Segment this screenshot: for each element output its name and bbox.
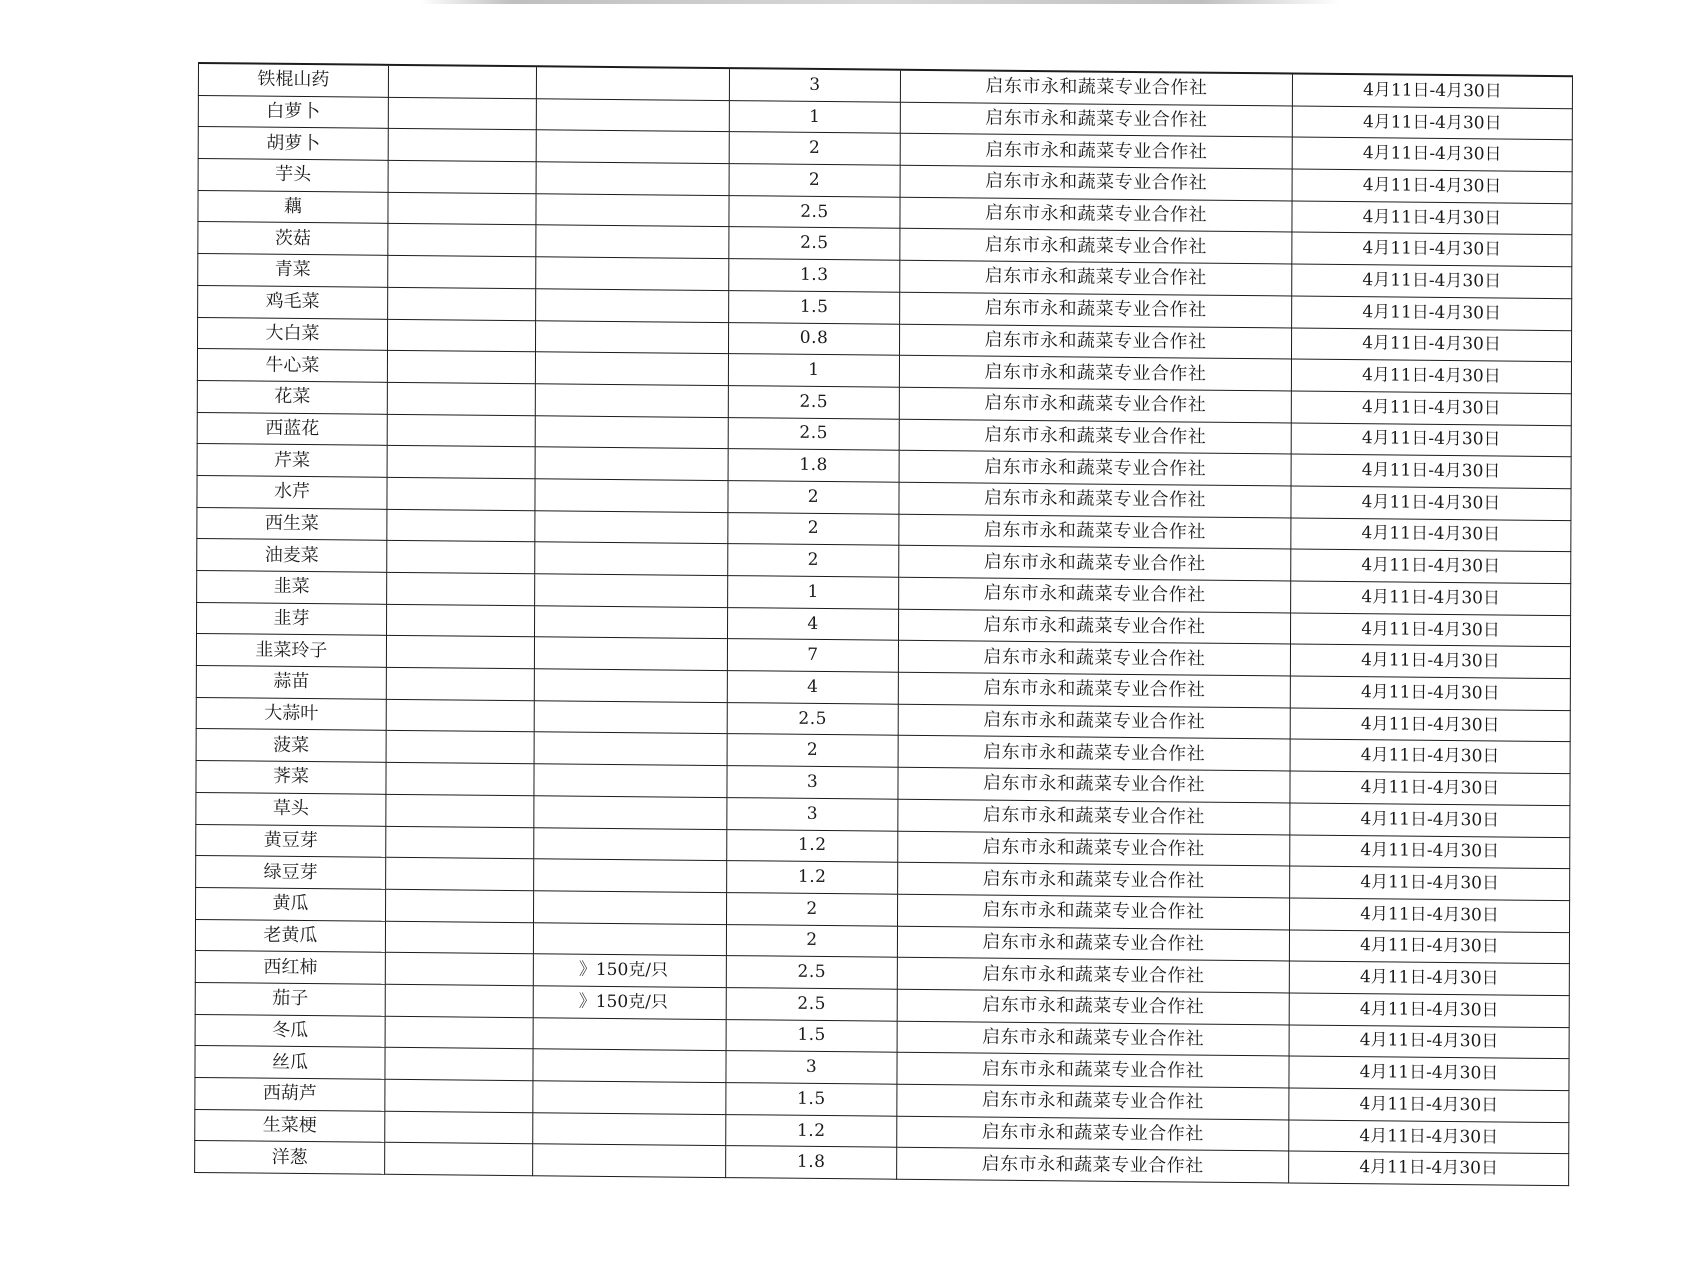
cell-price: 2 xyxy=(728,512,899,545)
cell-period: 4月11日-4月30日 xyxy=(1292,169,1572,203)
table-body xyxy=(195,63,1573,1186)
cell-price: 2 xyxy=(729,164,900,197)
cell-item-name: 绿豆芽 xyxy=(196,856,386,890)
cell-period: 4月11日-4月30日 xyxy=(1291,518,1571,552)
cell-period: 4月11日-4月30日 xyxy=(1292,296,1572,330)
cell-supplier: 启东市永和蔬菜专业合作社 xyxy=(897,1116,1289,1151)
cell-item-name: 油麦菜 xyxy=(197,539,387,573)
cell-period: 4月11日-4月30日 xyxy=(1290,771,1570,805)
cell-price: 1.2 xyxy=(727,829,898,862)
cell-spec xyxy=(536,289,729,323)
cell-item-name: 荠菜 xyxy=(196,761,386,795)
cell-empty xyxy=(386,762,534,795)
cell-supplier: 启东市永和蔬菜专业合作社 xyxy=(898,609,1290,644)
cell-item-name: 芹菜 xyxy=(197,444,387,478)
cell-item-name: 藕 xyxy=(198,190,388,224)
cell-price: 3 xyxy=(727,797,898,830)
cell-price: 2.5 xyxy=(728,417,899,450)
cell-empty xyxy=(386,889,534,922)
cell-empty xyxy=(385,1079,533,1112)
cell-spec xyxy=(535,542,728,576)
cell-empty xyxy=(385,953,533,986)
cell-item-name: 韭芽 xyxy=(197,602,387,636)
cell-item-name: 水芹 xyxy=(197,475,387,509)
cell-price: 3 xyxy=(726,1051,897,1084)
cell-period: 4月11日-4月30日 xyxy=(1291,327,1571,361)
cell-spec xyxy=(536,98,729,132)
cell-supplier: 启东市永和蔬菜专业合作社 xyxy=(898,641,1290,676)
cell-empty xyxy=(386,826,534,859)
cell-price: 2.5 xyxy=(727,702,898,735)
cell-item-name: 白萝卜 xyxy=(198,95,388,129)
cell-spec xyxy=(536,257,729,291)
cell-empty xyxy=(387,572,535,605)
cell-empty xyxy=(388,97,536,130)
cell-supplier: 启东市永和蔬菜专业合作社 xyxy=(897,957,1289,992)
cell-item-name: 青菜 xyxy=(198,254,388,288)
cell-spec xyxy=(534,700,727,734)
cell-item-name: 芋头 xyxy=(198,159,388,193)
cell-spec xyxy=(533,1112,726,1146)
cell-price: 1.8 xyxy=(726,1146,897,1179)
cell-supplier: 启东市永和蔬菜专业合作社 xyxy=(897,1021,1289,1056)
cell-period: 4月11日-4月30日 xyxy=(1292,74,1572,109)
cell-spec xyxy=(535,352,728,386)
cell-period: 4月11日-4月30日 xyxy=(1292,201,1572,235)
cell-period: 4月11日-4月30日 xyxy=(1289,930,1569,964)
cell-period: 4月11日-4月30日 xyxy=(1292,264,1572,298)
cell-empty xyxy=(387,414,535,447)
cell-supplier: 启东市永和蔬菜专业合作社 xyxy=(898,672,1290,707)
cell-period: 4月11日-4月30日 xyxy=(1291,359,1571,393)
cell-period: 4月11日-4月30日 xyxy=(1291,391,1571,425)
cell-item-name: 西蓝花 xyxy=(197,412,387,446)
cell-supplier: 启东市永和蔬菜专业合作社 xyxy=(898,862,1290,897)
cell-item-name: 茨菇 xyxy=(198,222,388,256)
cell-period: 4月11日-4月30日 xyxy=(1290,866,1570,900)
cell-spec xyxy=(536,130,729,164)
cell-spec xyxy=(534,827,727,861)
cell-spec xyxy=(536,193,729,227)
cell-item-name: 西红柿 xyxy=(195,951,385,985)
cell-spec: 》150克/只 xyxy=(533,954,726,988)
cell-spec xyxy=(533,1017,726,1051)
cell-period: 4月11日-4月30日 xyxy=(1290,676,1570,710)
cell-item-name: 冬瓜 xyxy=(195,1014,385,1048)
cell-item-name: 茄子 xyxy=(195,982,385,1016)
cell-price: 1.5 xyxy=(726,1083,897,1116)
cell-price: 2 xyxy=(729,132,900,165)
cell-period: 4月11日-4月30日 xyxy=(1289,1056,1569,1090)
cell-price: 2 xyxy=(727,734,898,767)
cell-supplier: 启东市永和蔬菜专业合作社 xyxy=(900,165,1292,200)
cell-item-name: 生菜梗 xyxy=(195,1109,385,1143)
cell-price: 2.5 xyxy=(726,988,897,1021)
cell-empty xyxy=(385,1016,533,1049)
cell-supplier: 启东市永和蔬菜专业合作社 xyxy=(899,482,1291,517)
cell-period: 4月11日-4月30日 xyxy=(1290,739,1570,773)
cell-spec xyxy=(534,859,727,893)
cell-period: 4月11日-4月30日 xyxy=(1291,581,1571,615)
cell-period: 4月11日-4月30日 xyxy=(1291,486,1571,520)
cell-price: 3 xyxy=(727,766,898,799)
cell-spec xyxy=(534,796,727,830)
cell-price: 2 xyxy=(727,892,898,925)
cell-empty xyxy=(385,1111,533,1144)
cell-item-name: 韭菜玲子 xyxy=(196,634,386,668)
cell-period: 4月11日-4月30日 xyxy=(1289,1088,1569,1122)
cell-empty xyxy=(385,921,533,954)
cell-price: 2 xyxy=(728,481,899,514)
cell-spec xyxy=(535,447,728,481)
cell-supplier: 启东市永和蔬菜专业合作社 xyxy=(897,989,1289,1024)
cell-empty xyxy=(385,984,533,1017)
cell-price: 7 xyxy=(727,639,898,672)
cell-spec xyxy=(535,415,728,449)
cell-supplier: 启东市永和蔬菜专业合作社 xyxy=(897,926,1289,961)
cell-supplier: 启东市永和蔬菜专业合作社 xyxy=(899,514,1291,549)
cell-supplier: 启东市永和蔬菜专业合作社 xyxy=(898,767,1290,802)
cell-period: 4月11日-4月30日 xyxy=(1291,454,1571,488)
cell-period: 4月11日-4月30日 xyxy=(1289,1151,1569,1185)
cell-period: 4月11日-4月30日 xyxy=(1290,708,1570,742)
cell-price: 2.5 xyxy=(729,195,900,228)
cell-period: 4月11日-4月30日 xyxy=(1290,834,1570,868)
cell-price: 2.5 xyxy=(726,956,897,989)
cell-supplier: 启东市永和蔬菜专业合作社 xyxy=(900,197,1292,232)
cell-empty xyxy=(385,1143,533,1176)
cell-supplier: 启东市永和蔬菜专业合作社 xyxy=(900,229,1292,264)
cell-item-name: 黄瓜 xyxy=(196,887,386,921)
cell-price: 0.8 xyxy=(728,322,899,355)
cell-supplier: 启东市永和蔬菜专业合作社 xyxy=(899,450,1291,485)
cell-empty xyxy=(386,857,534,890)
cell-spec xyxy=(535,320,728,354)
cell-supplier: 启东市永和蔬菜专业合作社 xyxy=(898,894,1290,929)
cell-empty xyxy=(387,319,535,352)
cell-spec xyxy=(536,162,729,196)
cell-price: 4 xyxy=(728,607,899,640)
cell-supplier: 启东市永和蔬菜专业合作社 xyxy=(900,292,1292,327)
cell-item-name: 黄豆芽 xyxy=(196,824,386,858)
cell-item-name: 草头 xyxy=(196,792,386,826)
cell-spec xyxy=(535,479,728,513)
cell-price: 1.3 xyxy=(729,259,900,292)
cell-supplier: 启东市永和蔬菜专业合作社 xyxy=(900,134,1292,169)
cell-period: 4月11日-4月30日 xyxy=(1292,137,1572,171)
cell-price: 1.2 xyxy=(727,861,898,894)
cell-item-name: 铁棍山药 xyxy=(198,63,388,97)
cell-supplier: 启东市永和蔬菜专业合作社 xyxy=(900,70,1292,106)
cell-item-name: 鸡毛菜 xyxy=(198,285,388,319)
cell-period: 4月11日-4月30日 xyxy=(1290,898,1570,932)
cell-supplier: 启东市永和蔬菜专业合作社 xyxy=(897,1053,1289,1088)
cell-supplier: 启东市永和蔬菜专业合作社 xyxy=(900,102,1292,137)
cell-empty xyxy=(386,731,534,764)
cell-empty xyxy=(386,699,534,732)
cell-empty xyxy=(387,477,535,510)
cell-empty xyxy=(387,446,535,479)
cell-price: 1.5 xyxy=(726,1019,897,1052)
cell-supplier: 启东市永和蔬菜专业合作社 xyxy=(900,260,1292,295)
cell-spec: 》150克/只 xyxy=(533,986,726,1020)
cell-supplier: 启东市永和蔬菜专业合作社 xyxy=(899,324,1291,359)
cell-period: 4月11日-4月30日 xyxy=(1292,232,1572,266)
cell-price: 2 xyxy=(728,544,899,577)
cell-empty xyxy=(388,129,536,162)
cell-spec xyxy=(536,225,729,259)
cell-period: 4月11日-4月30日 xyxy=(1290,644,1570,678)
cell-price: 1.5 xyxy=(729,290,900,323)
cell-period: 4月11日-4月30日 xyxy=(1289,1120,1569,1154)
cell-price: 1.2 xyxy=(726,1114,897,1147)
cell-empty xyxy=(386,636,534,669)
cell-item-name: 大白菜 xyxy=(197,317,387,351)
cell-spec xyxy=(534,891,727,925)
cell-supplier: 启东市永和蔬菜专业合作社 xyxy=(899,546,1291,581)
cell-period: 4月11日-4月30日 xyxy=(1291,549,1571,583)
cell-supplier: 启东市永和蔬菜专业合作社 xyxy=(898,736,1290,771)
cell-spec xyxy=(534,732,727,766)
cell-price: 1.8 xyxy=(728,449,899,482)
cell-spec xyxy=(534,669,727,703)
cell-spec xyxy=(533,922,726,956)
cell-empty xyxy=(388,65,536,99)
cell-spec xyxy=(534,764,727,798)
cell-empty xyxy=(387,509,535,542)
cell-period: 4月11日-4月30日 xyxy=(1290,803,1570,837)
cell-spec xyxy=(535,510,728,544)
cell-supplier: 启东市永和蔬菜专业合作社 xyxy=(898,704,1290,739)
vegetable-price-table xyxy=(194,62,1573,1186)
cell-supplier: 启东市永和蔬菜专业合作社 xyxy=(899,577,1291,612)
cell-price: 1 xyxy=(729,100,900,133)
cell-empty xyxy=(387,604,535,637)
cell-item-name: 大蒜叶 xyxy=(196,697,386,731)
cell-period: 4月11日-4月30日 xyxy=(1289,961,1569,995)
cell-item-name: 牛心菜 xyxy=(197,349,387,383)
cell-empty xyxy=(388,192,536,225)
cell-empty xyxy=(388,160,536,193)
cell-empty xyxy=(387,351,535,384)
cell-item-name: 蒜苗 xyxy=(196,666,386,700)
cell-price: 3 xyxy=(729,68,900,102)
cell-period: 4月11日-4月30日 xyxy=(1290,613,1570,647)
cell-spec xyxy=(534,637,727,671)
cell-empty xyxy=(385,1048,533,1081)
cell-price: 1 xyxy=(728,354,899,387)
cell-price: 4 xyxy=(727,671,898,704)
cell-period: 4月11日-4月30日 xyxy=(1291,423,1571,457)
cell-empty xyxy=(387,382,535,415)
cell-empty xyxy=(387,541,535,574)
cell-spec xyxy=(536,66,729,100)
cell-item-name: 菠菜 xyxy=(196,729,386,763)
cell-empty xyxy=(388,224,536,257)
cell-item-name: 西生菜 xyxy=(197,507,387,541)
cell-price: 2 xyxy=(726,924,897,957)
cell-item-name: 西葫芦 xyxy=(195,1077,385,1111)
cell-spec xyxy=(535,384,728,418)
cell-price: 1 xyxy=(728,576,899,609)
cell-empty xyxy=(388,287,536,320)
cell-spec xyxy=(533,1049,726,1083)
document-sheet xyxy=(194,62,1572,1186)
cell-period: 4月11日-4月30日 xyxy=(1289,1025,1569,1059)
cell-supplier: 启东市永和蔬菜专业合作社 xyxy=(898,799,1290,834)
cell-empty xyxy=(386,667,534,700)
cell-supplier: 启东市永和蔬菜专业合作社 xyxy=(899,355,1291,390)
cell-item-name: 花菜 xyxy=(197,380,387,414)
cell-spec xyxy=(535,574,728,608)
cell-spec xyxy=(533,1144,726,1178)
cell-price: 2.5 xyxy=(728,385,899,418)
top-edge-scan-artifact xyxy=(420,0,1340,4)
cell-item-name: 胡萝卜 xyxy=(198,127,388,161)
cell-spec xyxy=(533,1081,726,1115)
cell-supplier: 启东市永和蔬菜专业合作社 xyxy=(897,1084,1289,1119)
cell-supplier: 启东市永和蔬菜专业合作社 xyxy=(899,387,1291,422)
cell-item-name: 丝瓜 xyxy=(195,1046,385,1080)
cell-period: 4月11日-4月30日 xyxy=(1292,106,1572,140)
cell-item-name: 洋葱 xyxy=(195,1141,385,1175)
cell-item-name: 老黄瓜 xyxy=(195,919,385,953)
cell-price: 2.5 xyxy=(729,227,900,260)
cell-supplier: 启东市永和蔬菜专业合作社 xyxy=(899,419,1291,454)
cell-spec xyxy=(535,605,728,639)
cell-supplier: 启东市永和蔬菜专业合作社 xyxy=(897,1148,1289,1183)
cell-empty xyxy=(386,794,534,827)
cell-item-name: 韭菜 xyxy=(197,570,387,604)
cell-supplier: 启东市永和蔬菜专业合作社 xyxy=(898,831,1290,866)
cell-empty xyxy=(388,255,536,288)
cell-period: 4月11日-4月30日 xyxy=(1289,993,1569,1027)
